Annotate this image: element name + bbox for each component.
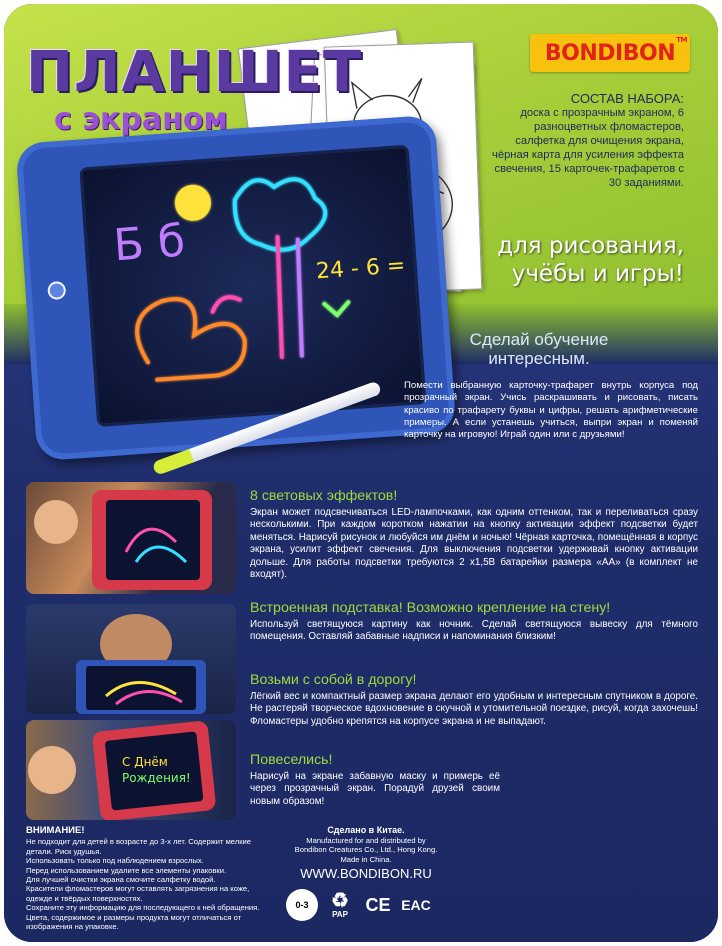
- warning-block: ВНИМАНИЕ! Не подходит для детей в возрасте до 3-х лет. Содержит мелкие детали. Риск удушья. Использовать только под наблюдением взрослых. Перед использованием удалите все элементы упаковки. Для лучшей очистки экрана смочите салфетку водой. Красители фломастеров могут оставлять загрязнения на коже, одежде и твёрдых поверхностях. Сохраните эту информацию для последующего к ней обращения. Цвета, содержимое и размеры продукта могут отличаться от изображения на упаковке.: [26, 826, 276, 931]
- set-contents: [484, 92, 684, 190]
- section-heading: Возьми с собой в дорогу!: [250, 672, 417, 688]
- learn-text: Помести выбранную карточку-трафарет внутрь корпуса под прозрачный экран. Учись раскрашивать и рисовать, писать красиво по трафарету буквы и цифры, решать арифметические примеры. А если устанешь учиться, выпри экран и поменяй карточку на игровую! Играй один или с друзьями!: [404, 380, 698, 441]
- photo-child-drawing: [26, 482, 236, 594]
- ce-mark-icon: CE: [365, 894, 391, 915]
- section-heading: Встроенная подставка! Возможно крепление на стену!: [250, 600, 611, 616]
- product-subtitle: с экраном: [54, 102, 228, 137]
- tagline: для рисования, учёбы и игры!: [497, 233, 684, 287]
- section-light-effects: [250, 488, 698, 581]
- section-travel: [250, 672, 698, 728]
- section-heading: 8 световых эффектов!: [250, 488, 398, 504]
- section-text: Нарисуй на экране забавную маску и примерь её через прозрачный экран. Порадуй друзей своим новым образом!: [250, 771, 500, 807]
- recycle-icon: ♻ PAP: [331, 889, 349, 919]
- photo-travel: [26, 720, 236, 820]
- screen-math: 24 - 6 =: [315, 253, 407, 285]
- section-stand: [250, 600, 698, 644]
- photo-night-light: [26, 604, 236, 714]
- section-text: Лёгкий вес и компактный размер экрана делают его удобным и интересным спутником в дороге. Не растеряй творческое вдохновение в скучной и утомительной поездке, рисуй, когда захочешь! Фломастеры удобно крепятся на корпусе экрана и не выпадают.: [250, 691, 698, 727]
- product-title: ПЛАНШЕТ: [26, 40, 363, 105]
- set-contents-text: доска с прозрачным экраном, 6 разноцветных фломастеров, салфетка для очищения экрана, чёрная карта для усиления эффекта свечения, 15 карточек-трафаретов с 30 заданиями.: [492, 107, 684, 189]
- set-contents-title: СОСТАВ НАБОРА:: [570, 91, 684, 106]
- website-url: WWW.BONDIBON.RU: [300, 866, 432, 881]
- svg-text:С Днём: С Днём: [122, 755, 168, 769]
- section-fun: [250, 752, 500, 808]
- warning-heading: ВНИМАНИЕ!: [26, 825, 85, 836]
- eac-mark-icon: EAC: [401, 897, 431, 913]
- section-heading: Повеселись!: [250, 752, 333, 768]
- svg-text:Рождения!: Рождения!: [122, 771, 191, 785]
- brand-logo: BONDIBON ™: [530, 34, 690, 72]
- packaging-back: [4, 4, 718, 942]
- section-text: Экран может подсвечиваться LED-лампочками, как одним оттенком, так и переливаться сразу несколькими. При каждом коротком нажатии на кнопку активации эффект подсветки будет меняться. Нарисуй рисунок и любуйся им днём и ночью! Чёрная карточка, помещённая в корпус экрана, усилит эффект свечения. Для выключения подсветки удерживай кнопку активации дольше. Для работы подсветки требуются 2 x1,5В батарейки размера «АА» (в комплект не входят).: [250, 507, 698, 581]
- section-text: Используй светящуюся картину как ночник. Сделай светящуюся вывеску для тёмного помещения. Оставляй забавные надписи и напоминания близким!: [250, 619, 698, 643]
- age-warning-icon: 0-3: [286, 889, 318, 921]
- manufacturer-info: Сделано в Китае. Manufactured for and distributed by Bondibon Creatures Co., Ltd., Hong Kong. Made in China.: [294, 825, 438, 864]
- light-button-icon: [47, 281, 66, 300]
- drawing-tablet: [15, 115, 456, 462]
- certification-icons: [286, 888, 450, 922]
- learn-heading: Сделай обучение интересным.: [469, 330, 609, 368]
- screen-letters: Б б: [111, 215, 187, 272]
